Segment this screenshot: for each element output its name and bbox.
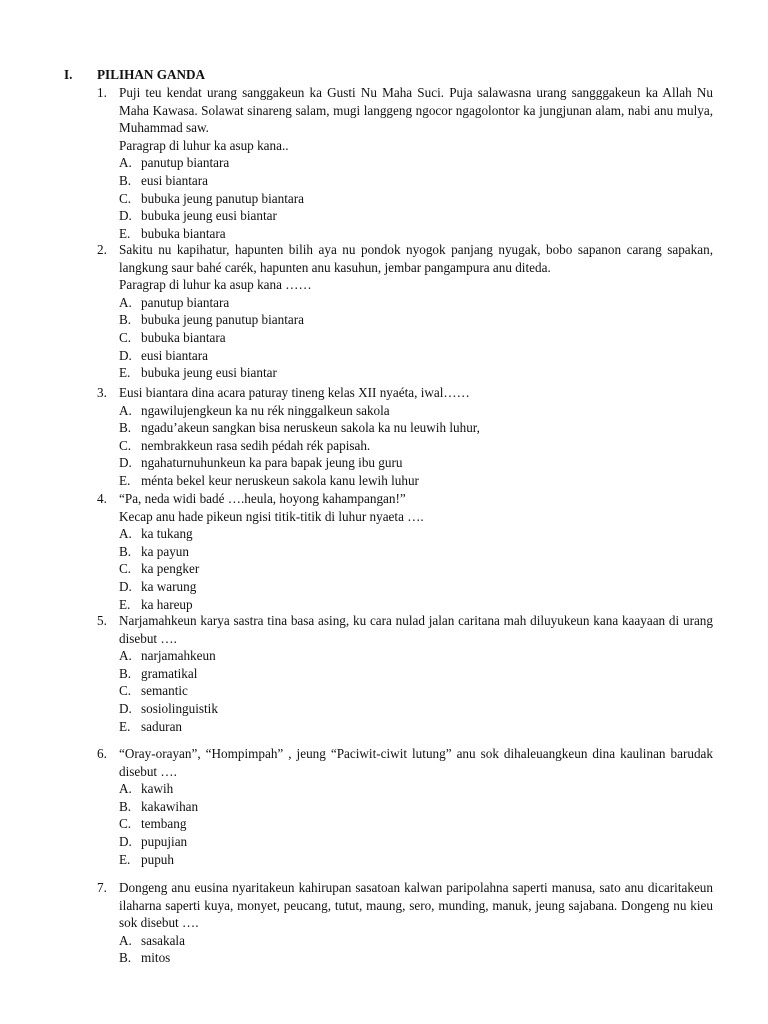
question-6 (97, 745, 713, 868)
option-letter: D. (119, 700, 132, 716)
option-letter: A. (119, 781, 132, 797)
question-number: 3. (97, 385, 107, 400)
option-text: ka pengker (141, 561, 200, 577)
option-letter: A. (119, 402, 132, 418)
option-text: bubuka biantara (141, 329, 226, 345)
option-letter: A. (119, 526, 132, 542)
option-letter: A. (119, 648, 132, 664)
option-d[interactable] (97, 833, 713, 851)
option-letter: D. (119, 578, 132, 594)
option-text: panutup biantara (141, 155, 230, 171)
option-d[interactable] (97, 700, 713, 718)
question-text: “Pa, neda widi badé ….heula, hoyong kahampangan!” (119, 491, 406, 506)
option-letter: D. (119, 833, 132, 849)
option-letter: C. (119, 683, 132, 699)
option-list (97, 780, 713, 868)
option-a[interactable] (97, 525, 713, 543)
option-letter: E. (119, 365, 131, 381)
option-text: ka warung (141, 578, 197, 594)
option-text: ngadu’akeun sangkan bisa neruskeun sakola ka nu leuwih luhur, (141, 420, 480, 436)
option-list (97, 932, 713, 967)
option-b[interactable] (97, 543, 713, 561)
option-c[interactable] (97, 329, 713, 347)
option-text: narjamahkeun (141, 648, 216, 664)
option-b[interactable] (97, 419, 713, 437)
option-list (97, 402, 713, 490)
option-letter: C. (119, 437, 132, 453)
question-text: “Oray-orayan”, “Hompimpah” , jeung “Paciwit-ciwit lutung” anu sok dihaleuangkeun dina kaulinan barudak disebut …. (119, 746, 713, 779)
option-a[interactable] (97, 780, 713, 798)
option-letter: C. (119, 816, 132, 832)
question-text: Dongeng anu eusina nyaritakeun kahirupan sasatoan kalwan paripolahna saperti manusa, sato anu dicaritakeun ilaharna saperti kuya, monyet, peucang, tutut, maung, sero, munding, manuk, jeung sajabana. Dongeng nu kieu sok disebut …. (119, 880, 713, 931)
option-text: eusi biantara (141, 172, 209, 188)
option-e[interactable] (97, 364, 713, 382)
option-text: ngahaturnuhunkeun ka para bapak jeung ibu guru (141, 455, 403, 471)
option-letter: C. (119, 190, 132, 206)
question-number: 1. (97, 85, 107, 100)
option-d[interactable] (97, 207, 713, 225)
option-d[interactable] (97, 578, 713, 596)
option-c[interactable] (97, 560, 713, 578)
question-prompt: Paragrap di luhur ka asup kana …… (119, 277, 312, 293)
option-text: eusi biantara (141, 347, 209, 363)
option-letter: A. (119, 932, 132, 948)
option-c[interactable] (97, 682, 713, 700)
option-text: bubuka jeung eusi biantar (141, 365, 277, 381)
option-text: bubuka jeung panutup biantara (141, 312, 304, 328)
question-text: Sakitu nu kapihatur, hapunten bilih aya nu pondok nyogok panjang nyugak, bobo sapanon carang sapakan, langkung saur bahé carék, hapunten anu kasuhun, jembar pangampura anu diteda. (119, 242, 713, 275)
option-text: ka hareup (141, 596, 193, 612)
option-text: saduran (141, 718, 183, 734)
option-text: mitos (141, 950, 171, 966)
option-text: ménta bekel keur neruskeun sakola kanu lewih luhur (141, 472, 419, 488)
option-d[interactable] (97, 347, 713, 365)
option-text: pupujian (141, 833, 188, 849)
option-letter: D. (119, 208, 132, 224)
option-letter: B. (119, 798, 132, 814)
question-4 (97, 490, 713, 613)
option-e[interactable] (97, 596, 713, 614)
question-prompt: Kecap anu hade pikeun ngisi titik-titik di luhur nyaeta …. (119, 508, 424, 524)
option-e[interactable] (97, 851, 713, 869)
option-c[interactable] (97, 815, 713, 833)
option-b[interactable] (97, 949, 713, 967)
question-number: 6. (97, 746, 107, 761)
question-2 (97, 241, 713, 382)
question-number: 7. (97, 880, 107, 895)
option-e[interactable] (97, 472, 713, 490)
question-prompt: Paragrap di luhur ka asup kana.. (119, 137, 289, 153)
question-number: 2. (97, 242, 107, 257)
option-b[interactable] (97, 311, 713, 329)
option-list (97, 647, 713, 735)
option-text: bubuka biantara (141, 225, 226, 241)
option-b[interactable] (97, 172, 713, 190)
option-letter: E. (119, 851, 131, 867)
option-text: sasakala (141, 932, 185, 948)
option-letter: B. (119, 420, 132, 436)
option-b[interactable] (97, 665, 713, 683)
option-e[interactable] (97, 225, 713, 243)
option-text: gramatikal (141, 665, 198, 681)
option-letter: E. (119, 472, 131, 488)
option-text: semantic (141, 683, 188, 699)
option-list (97, 294, 713, 382)
option-text: ka tukang (141, 526, 193, 542)
option-letter: C. (119, 561, 132, 577)
question-7 (97, 879, 713, 967)
option-d[interactable] (97, 454, 713, 472)
option-letter: B. (119, 950, 132, 966)
option-text: nembrakkeun rasa sedih pédah rék papisah. (141, 437, 371, 453)
option-text: kakawihan (141, 798, 199, 814)
option-letter: B. (119, 172, 132, 188)
section-heading (64, 66, 205, 84)
option-a[interactable] (97, 932, 713, 950)
option-letter: B. (119, 665, 132, 681)
option-text: panutup biantara (141, 294, 230, 310)
option-a[interactable] (97, 154, 713, 172)
option-letter: C. (119, 329, 132, 345)
question-3 (97, 384, 713, 490)
option-letter: E. (119, 225, 131, 241)
option-list (97, 525, 713, 613)
question-number: 5. (97, 613, 107, 628)
section-number: I. (64, 67, 73, 82)
option-c[interactable] (97, 190, 713, 208)
option-a[interactable] (97, 294, 713, 312)
option-letter: E. (119, 596, 131, 612)
option-list (97, 154, 713, 242)
option-text: tembang (141, 816, 187, 832)
option-text: bubuka jeung panutup biantara (141, 190, 304, 206)
option-letter: D. (119, 455, 132, 471)
option-b[interactable] (97, 798, 713, 816)
option-letter: A. (119, 294, 132, 310)
question-1 (97, 84, 713, 242)
option-letter: D. (119, 347, 132, 363)
option-text: bubuka jeung eusi biantar (141, 208, 277, 224)
question-number: 4. (97, 491, 107, 506)
question-5 (97, 612, 713, 735)
option-a[interactable] (97, 402, 713, 420)
option-text: pupuh (141, 851, 174, 867)
option-letter: B. (119, 312, 132, 328)
option-letter: E. (119, 718, 131, 734)
option-a[interactable] (97, 647, 713, 665)
question-text: Puji teu kendat urang sanggakeun ka Gusti Nu Maha Suci. Puja salawasna urang sangggakeun ka Allah Nu Maha Kawasa. Solawat sinareng salam, mugi langgeng ngocor ngagolontor ka jungjunan alam, nabi anu mulya, Muhammad saw. (119, 85, 713, 136)
option-text: sosiolinguistik (141, 700, 218, 716)
option-text: ngawilujengkeun ka nu rék ninggalkeun sakola (141, 402, 390, 418)
section-title: PILIHAN GANDA (97, 67, 206, 82)
option-c[interactable] (97, 437, 713, 455)
option-text: ka payun (141, 543, 189, 559)
option-letter: B. (119, 543, 132, 559)
option-letter: A. (119, 155, 132, 171)
option-text: kawih (141, 781, 174, 797)
option-e[interactable] (97, 718, 713, 736)
question-text: Eusi biantara dina acara paturay tineng kelas XII nyaéta, iwal…… (119, 385, 470, 400)
question-text: Narjamahkeun karya sastra tina basa asing, ku cara nulad jalan caritana mah diluyukeun kana kaayaan di urang disebut …. (119, 613, 713, 646)
